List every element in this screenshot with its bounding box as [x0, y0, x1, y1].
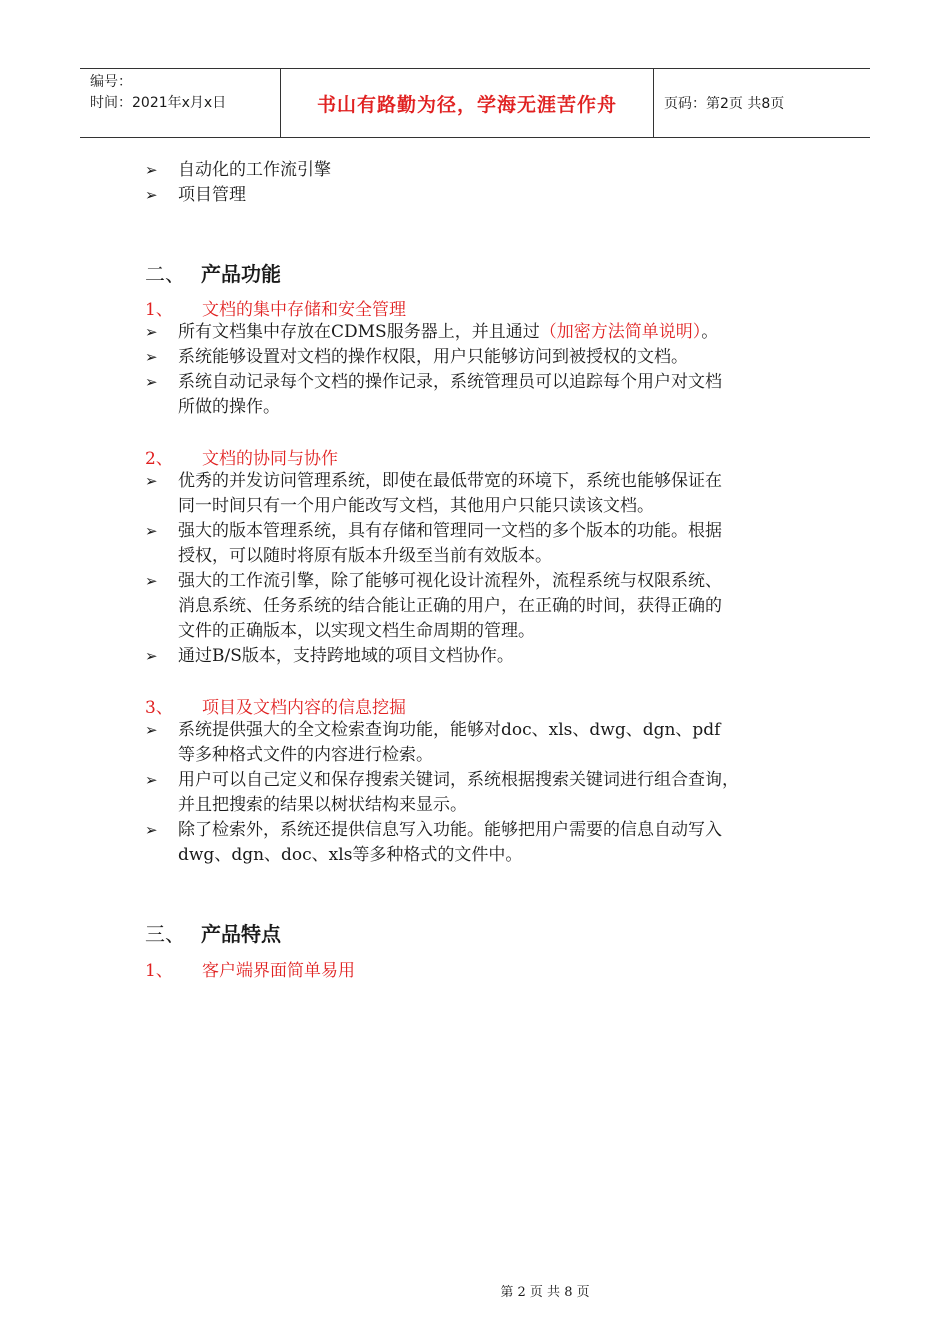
bullet-arrow-icon: ➢: [145, 522, 158, 540]
number-label: 编号：: [90, 74, 132, 90]
bullet-arrow-icon: ➢: [145, 821, 158, 839]
header-page-info: 页码：第2页 共8页: [664, 96, 785, 112]
bullet-arrow-icon: ➢: [145, 161, 158, 179]
bullet-arrow-icon: ➢: [145, 472, 158, 490]
time-label: 时间：2021年x月x日: [90, 95, 227, 111]
page-header: [80, 68, 870, 138]
bullet-arrow-icon: ➢: [145, 721, 158, 739]
bullet-arrow-icon: ➢: [145, 323, 158, 341]
bullet-arrow-icon: ➢: [145, 771, 158, 789]
bullet-arrow-icon: ➢: [145, 373, 158, 391]
bullet-arrow-icon: ➢: [145, 572, 158, 590]
bullet-arrow-icon: ➢: [145, 647, 158, 665]
page-footer: 第 2 页 共 8 页: [500, 1285, 590, 1300]
header-motto: 书山有路勤为径，学海无涯苦作舟: [281, 69, 654, 137]
header-meta: [80, 69, 281, 137]
bullet-arrow-icon: ➢: [145, 348, 158, 366]
bullet-arrow-icon: ➢: [145, 186, 158, 204]
